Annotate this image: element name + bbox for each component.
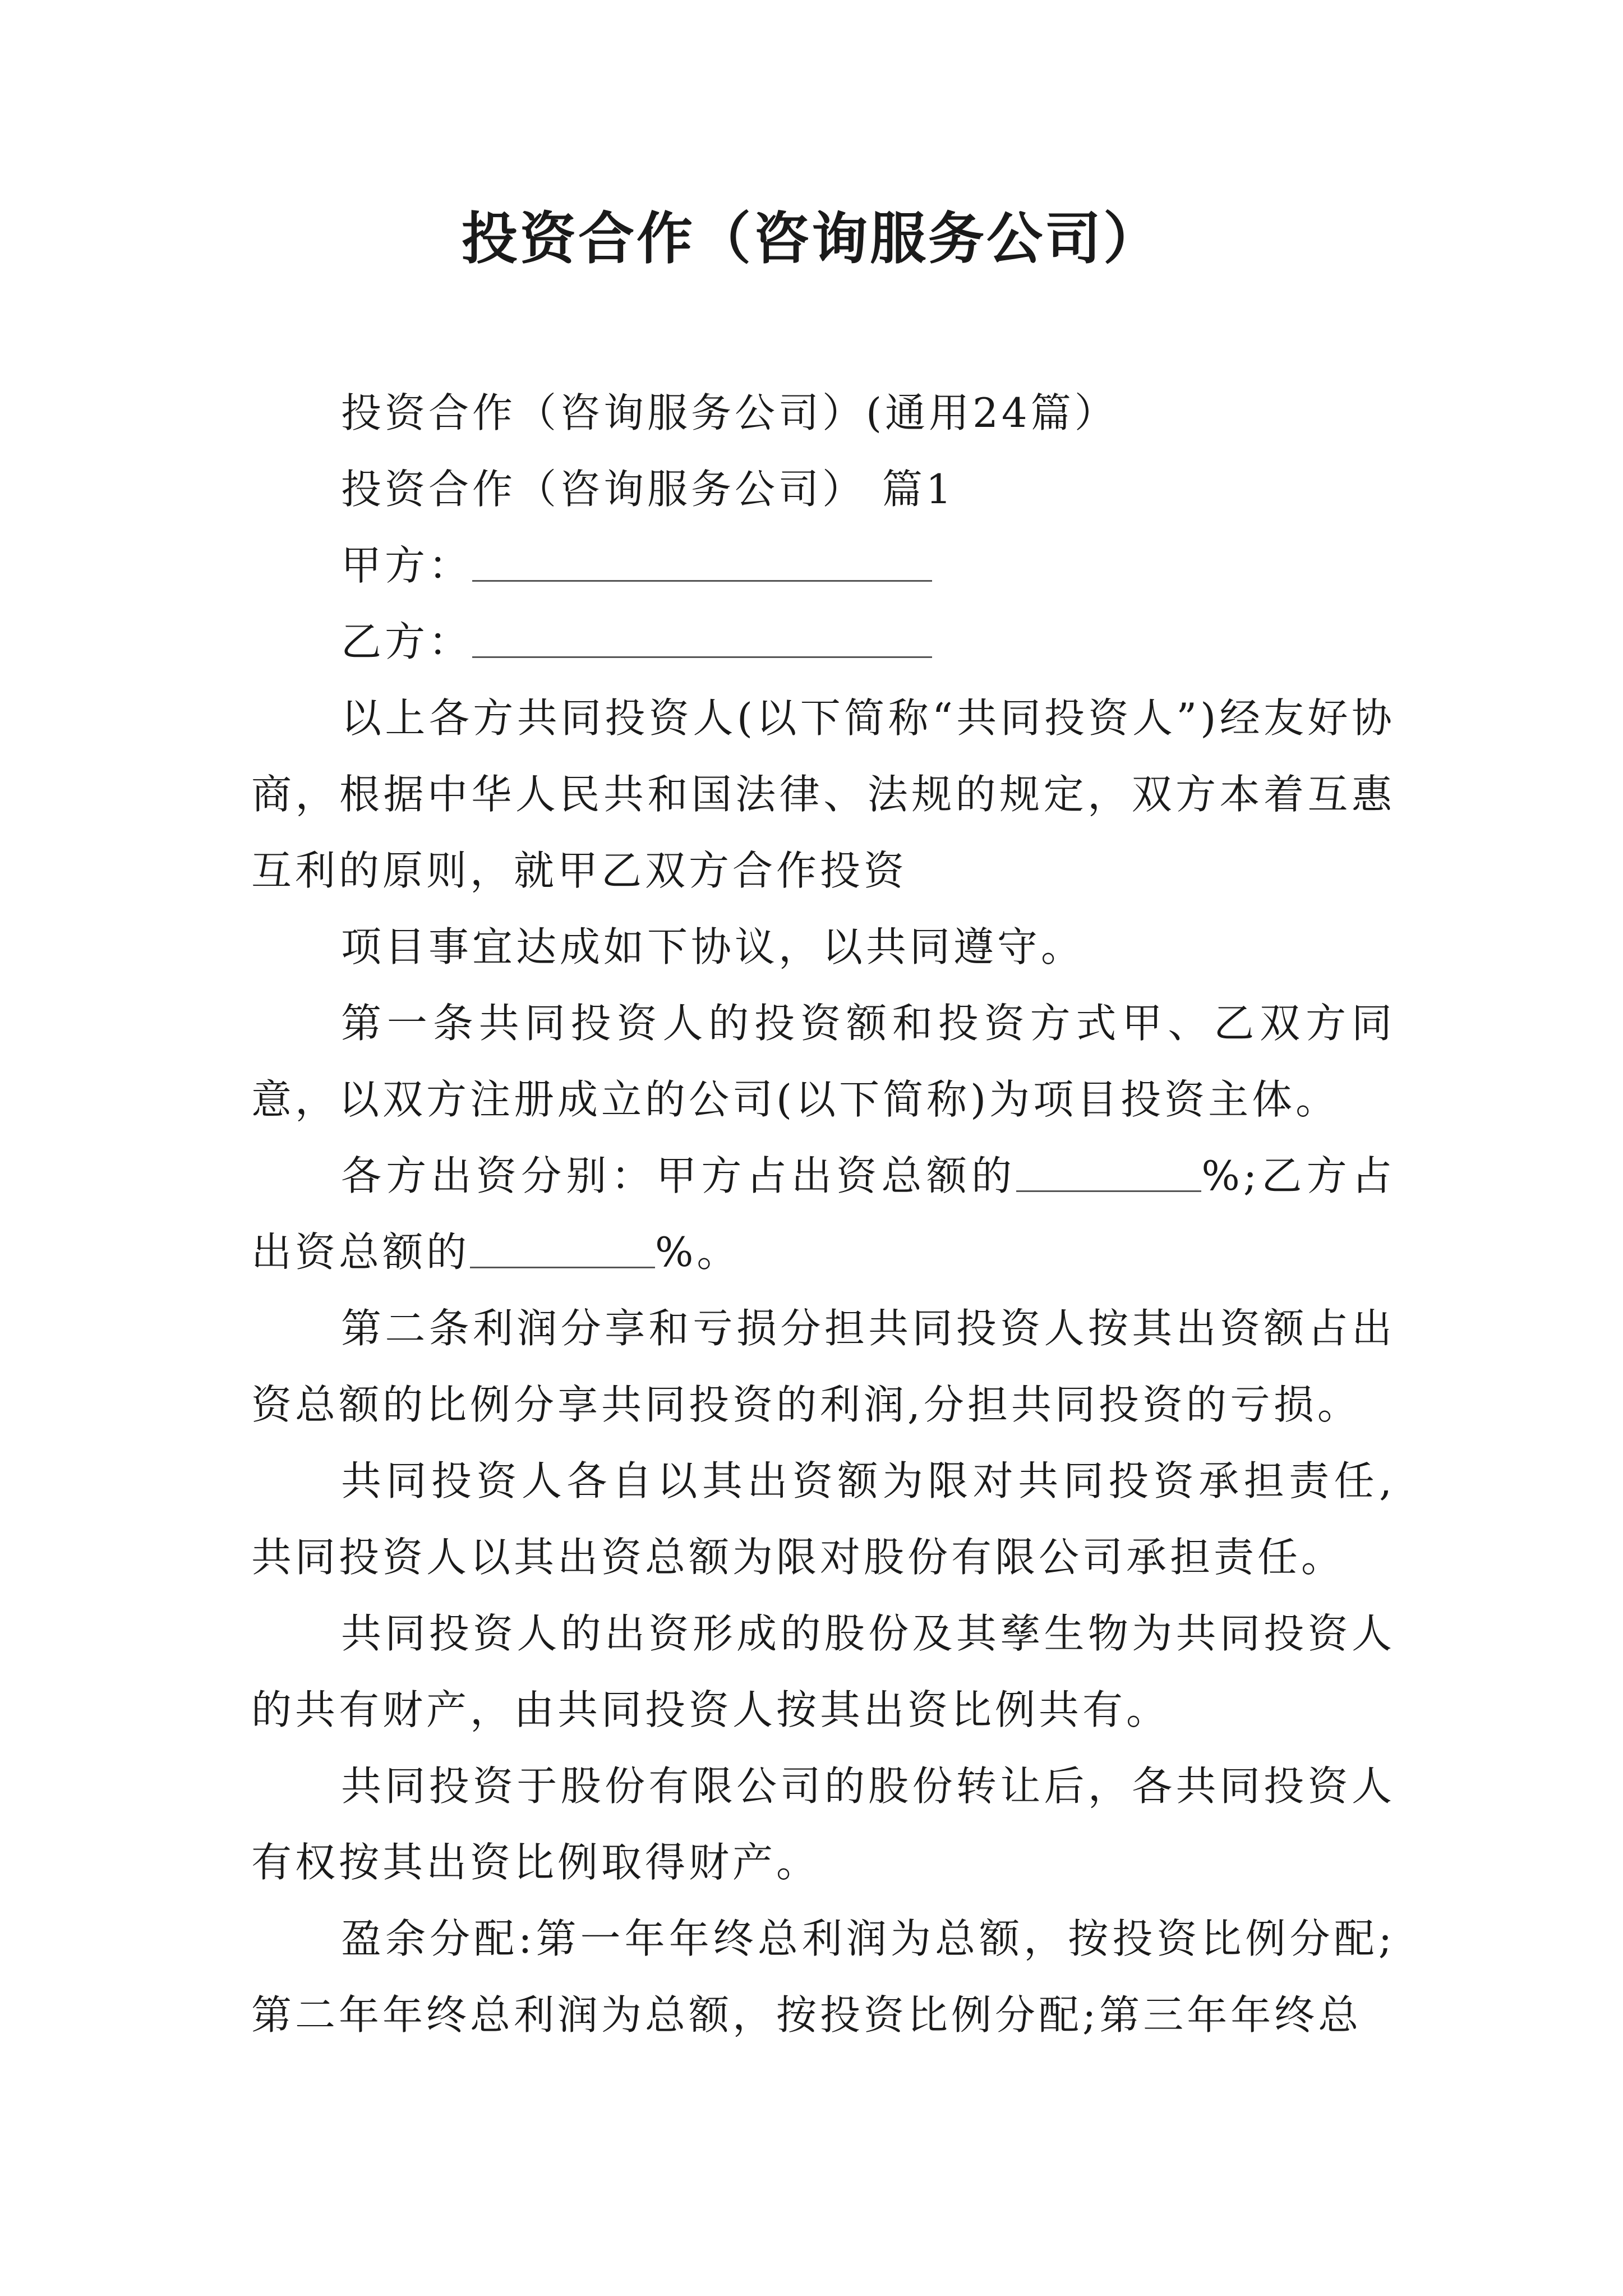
contributions-text-c: %。 [655,1228,741,1276]
contributions-text-b: %;乙方占出资总额的 [251,1152,1395,1276]
paragraph-joint-property: 共同投资人的出资形成的股份及其孳生物为共同投资人的共有财产，由共同投资人按其出资比例共有。 [251,1610,1395,1733]
paragraph-article-1: 第一条共同投资人的投资额和投资方式甲、乙双方同意，以双方注册成立的公司(以下简称)为项目投资主体。 [251,1000,1395,1123]
paragraph-profit-distribution: 盈余分配:第一年年终总利润为总额，按投资比例分配;第二年年终总利润为总额，按投资比例分配;第三年年终总 [251,1915,1395,2039]
party-a-share-blank [1016,1150,1201,1192]
paragraph-party-a [251,527,1395,604]
paragraph-liability: 共同投资人各自以其出资额为限对共同投资承担责任,共同投资人以其出资总额为限对股份有限公司承担责任。 [251,1457,1395,1581]
party-b-label: 乙方： [341,618,473,665]
paragraph-agreement: 项目事宜达成如下协议，以共同遵守。 [341,923,1085,970]
paragraph-contributions [251,1138,1395,1290]
document-body [251,375,1395,2053]
party-b-share-blank [470,1226,655,1268]
party-a-blank [472,540,932,582]
paragraph-preamble: 以上各方共同投资人(以下简称“共同投资人”)经友好协商，根据中华人民共和国法律、法规的规定，双方本着互惠互利的原则，就甲乙双方合作投资 [251,694,1395,894]
paragraph-share-transfer: 共同投资于股份有限公司的股份转让后，各共同投资人有权按其出资比例取得财产。 [251,1763,1395,1886]
paragraph-article-2: 第二条利润分享和亏损分担共同投资人按其出资额占出资总额的比例分享共同投资的利润,分担共同投资的亏损。 [251,1305,1395,1428]
paragraph-section-heading: 投资合作（咨询服务公司） 篇1 [341,466,955,513]
paragraph-subtitle: 投资合作（咨询服务公司）(通用24篇） [341,389,1118,436]
party-a-label: 甲方： [341,542,473,589]
document-title: 投资合作（咨询服务公司） [462,205,1161,272]
contributions-text-a: 各方出资分别：甲方占出资总额的 [341,1152,1017,1199]
party-b-blank [472,616,932,658]
paragraph-party-b [251,604,1395,680]
